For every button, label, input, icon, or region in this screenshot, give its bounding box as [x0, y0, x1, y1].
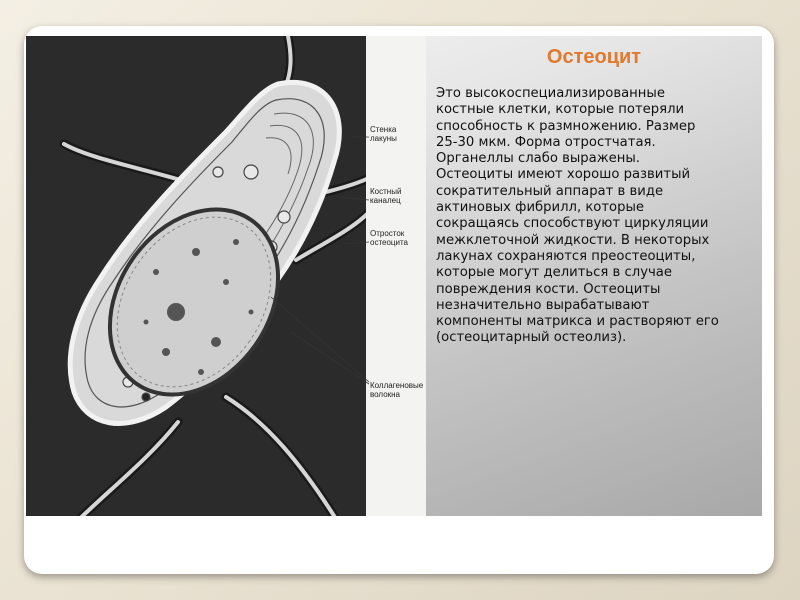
label-osteocyte-process-2: остеоцита — [370, 238, 408, 247]
label-bone-canaliculus-2: каналец — [370, 196, 401, 205]
label-collagen-fibers-2: волокна — [370, 390, 401, 399]
slide-body-text: Это высокоспециализированные костные клетки, которые потеряли способность к размножению. Размер 25-30 мкм. Форма отростчатая. Органеллы слабо выражены. Остеоциты имеют хорошо развитый сократительный аппарат в виде актиновых фибрилл, которые сокращаясь способствуют циркуляции межклеточной жидкости. В некоторых лакунах сохраняются преостеоциты, которые могут делиться в случае повреждения кости. Остеоциты незначительно вырабатывают компоненты матрикса и растворяют его (остеоцитарный остеолиз). — [436, 86, 719, 346]
label-collagen-fibers-1: Коллагеновые — [370, 381, 424, 390]
label-lacuna-wall-2: лакуны — [370, 134, 397, 143]
slide-title: Остеоцит — [546, 46, 642, 68]
label-osteocyte-process-1: Отросток — [370, 229, 405, 238]
label-bone-canaliculus-1: Костный — [370, 187, 402, 196]
label-strip — [366, 36, 426, 516]
slide-panel — [26, 36, 762, 516]
label-lacuna-wall-1: Стенка — [370, 125, 397, 134]
osteocyte-figure — [26, 36, 426, 516]
osteocyte-illustration — [26, 36, 426, 516]
